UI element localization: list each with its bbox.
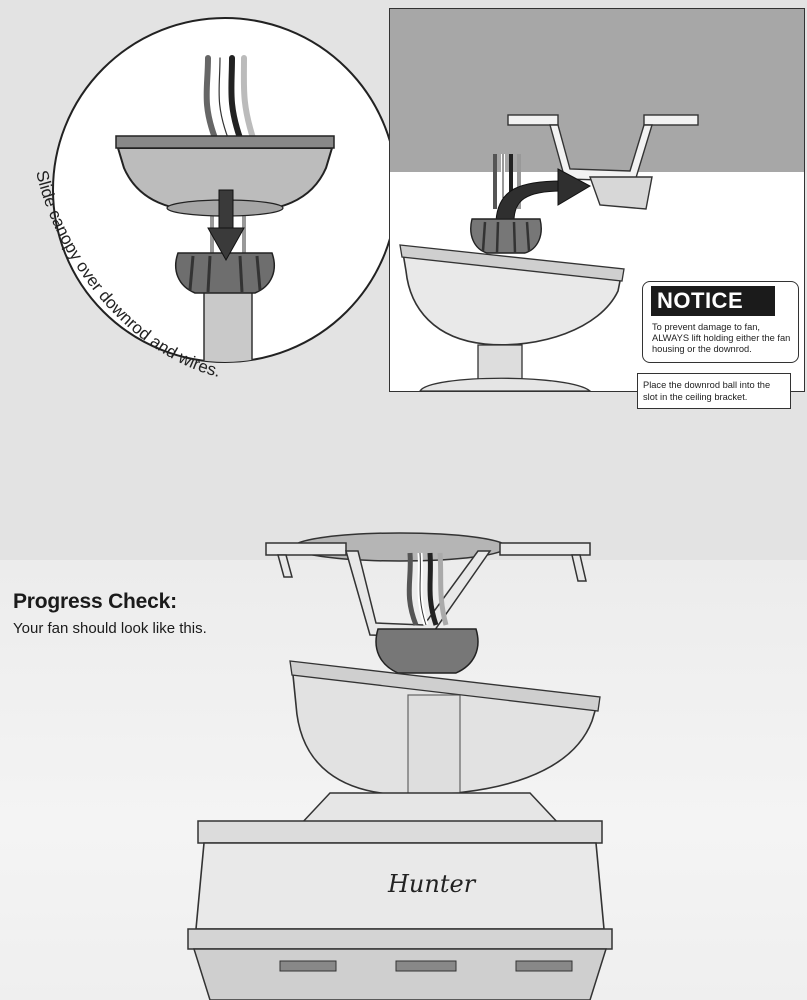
caption-arc: [18, 160, 278, 400]
canopy-caption: Slide canopy over downrod and wires.: [32, 168, 223, 381]
bracket-tip: Place the downrod ball into the slot in the ceiling bracket.: [637, 373, 791, 409]
svg-text:Slide canopy over downrod and: [32, 168, 222, 381]
notice-box: [642, 281, 799, 363]
progress-check-title: Progress Check:: [13, 590, 177, 613]
ceiling-bracket: [508, 115, 698, 209]
notice-text: To prevent damage to fan, ALWAYS lift holding either the fan housing or the downrod.: [652, 322, 791, 354]
assembled-fan-illustration: [180, 525, 620, 1000]
notice-title: NOTICE: [651, 286, 775, 316]
hunter-logo: Hunter: [388, 870, 476, 898]
progress-check-subtitle: Your fan should look like this.: [13, 620, 207, 637]
